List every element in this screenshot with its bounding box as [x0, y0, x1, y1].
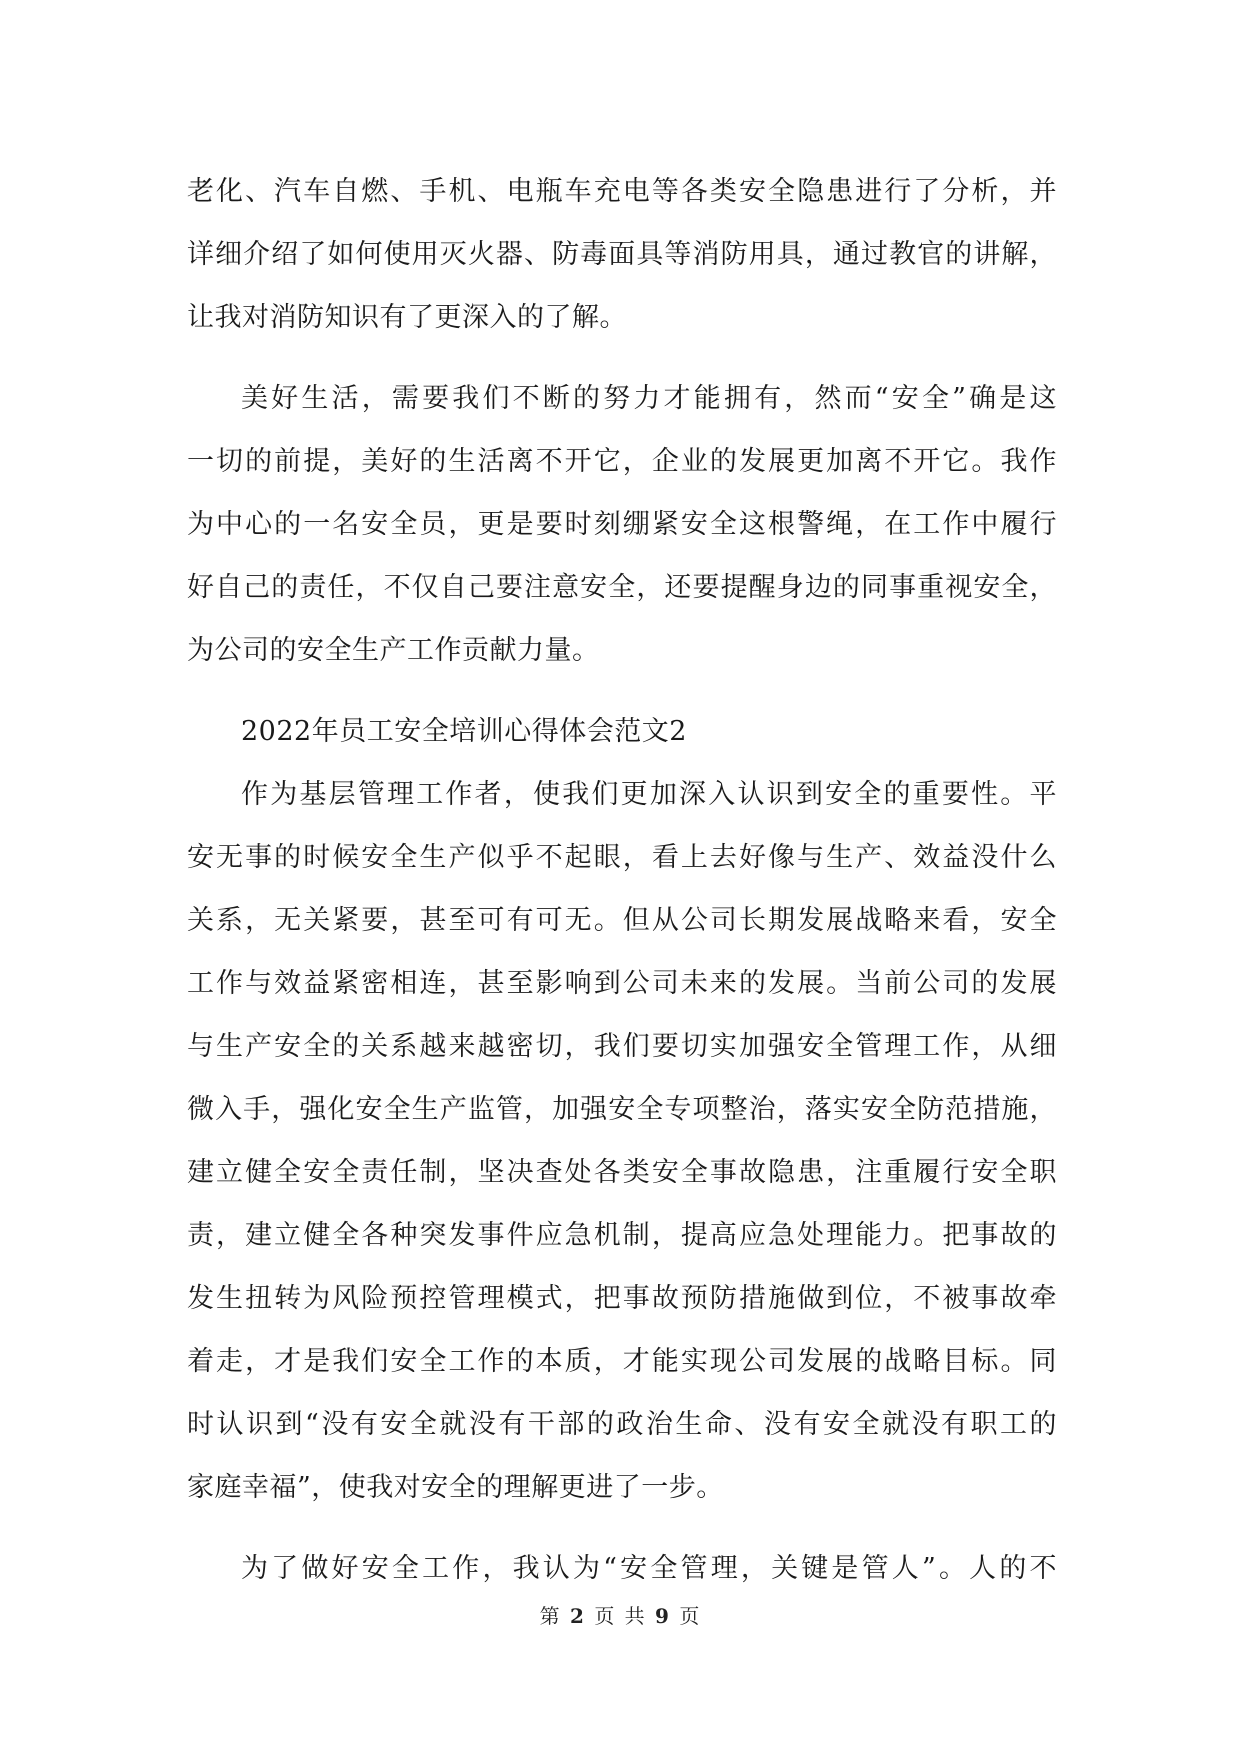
page-current: 2	[570, 1604, 586, 1628]
body-line: 一切的前提，美好的生活离不开它，企业的发展更加离不开它。我作	[187, 446, 1057, 477]
body-line: 作为基层管理工作者，使我们更加深入认识到安全的重要性。平	[241, 779, 1057, 810]
body-line: 为了做好安全工作，我认为“安全管理，关键是管人”。人的不	[241, 1553, 1057, 1584]
body-line: 详细介绍了如何使用灭火器、防毒面具等消防用具，通过教官的讲解，	[187, 239, 1057, 270]
body-line: 安无事的时候安全生产似乎不起眼，看上去好像与生产、效益没什么	[187, 842, 1057, 873]
body-line: 美好生活，需要我们不断的努力才能拥有，然而“安全”确是这	[241, 383, 1057, 414]
section-heading: 2022年员工安全培训心得体会范文2	[241, 716, 687, 747]
body-line: 家庭幸福”，使我对安全的理解更进了一步。	[187, 1472, 724, 1503]
body-line: 责，建立健全各种突发事件应急机制，提高应急处理能力。把事故的	[187, 1220, 1057, 1251]
body-line: 发生扭转为风险预控管理模式，把事故预防措施做到位，不被事故牵	[187, 1283, 1057, 1314]
page-middle: 页 共	[594, 1604, 647, 1628]
body-line: 关系，无关紧要，甚至可有可无。但从公司长期发展战略来看，安全	[187, 905, 1057, 936]
body-line: 建立健全安全责任制，坚决查处各类安全事故隐患，注重履行安全职	[187, 1157, 1057, 1188]
body-line: 着走，才是我们安全工作的本质，才能实现公司发展的战略目标。同	[187, 1346, 1057, 1377]
document-body	[187, 160, 1057, 1600]
body-line: 让我对消防知识有了更深入的了解。	[187, 302, 627, 333]
body-line: 好自己的责任，不仅自己要注意安全，还要提醒身边的同事重视安全，	[187, 572, 1057, 603]
body-line: 老化、汽车自燃、手机、电瓶车充电等各类安全隐患进行了分析，并	[187, 176, 1057, 207]
body-line: 时认识到“没有安全就没有干部的政治生命、没有安全就没有职工的	[187, 1409, 1057, 1440]
body-line: 为公司的安全生产工作贡献力量。	[187, 635, 600, 666]
page-total: 9	[655, 1604, 671, 1628]
page-prefix: 第	[539, 1604, 562, 1628]
page-footer	[0, 1600, 1241, 1629]
body-line: 工作与效益紧密相连，甚至影响到公司未来的发展。当前公司的发展	[187, 968, 1057, 999]
body-line: 微入手，强化安全生产监管，加强安全专项整治，落实安全防范措施，	[187, 1094, 1057, 1125]
body-line: 为中心的一名安全员，更是要时刻绷紧安全这根警绳，在工作中履行	[187, 509, 1057, 540]
page-suffix: 页	[679, 1604, 702, 1628]
body-line: 与生产安全的关系越来越密切，我们要切实加强安全管理工作，从细	[187, 1031, 1057, 1062]
